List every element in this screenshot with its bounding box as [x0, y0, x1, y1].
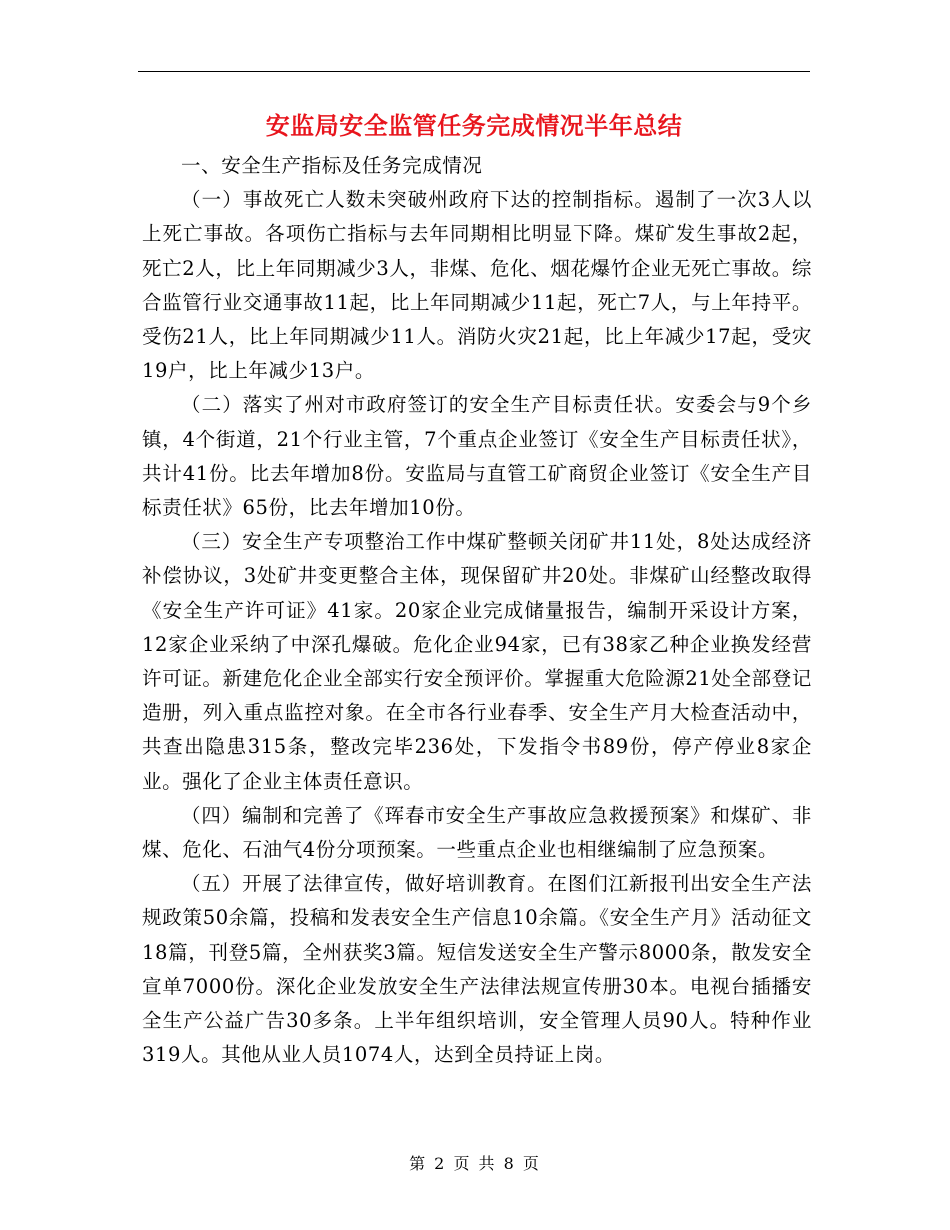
paragraph-5: （五）开展了法律宣传，做好培训教育。在图们江新报刊出安全生产法规政策50余篇，投稿和发表安全生产信息10余篇。《安全生产月》活动征文18篇，刊登5篇，全州获奖3篇。短信发送安全生产警示8000条，散发安全宣单7000份。深化企业发放安全生产法律法规宣传册30本。电视台插播安全生产公益广告30多条。上半年组织培训，安全管理人员90人。特种作业319人。其他从业人员1074人，达到全员持证上岗。	[142, 872, 812, 1067]
page-footer: 第 2 页 共 8 页	[409, 1154, 541, 1173]
paragraph-3: （三）安全生产专项整治工作中煤矿整顿关闭矿井11处，8处达成经济补偿协议，3处矿井变更整合主体，现保留矿井20处。非煤矿山经整改取得《安全生产许可证》41家。20家企业完成储量报告，编制开采设计方案，12家企业采纳了中深孔爆破。危化企业94家，已有38家乙种企业换发经营许可证。新建危化企业全部实行安全预评价。掌握重大危险源21处全部登记造册，列入重点监控对象。在全市各行业春季、安全生产月大检查活动中，共查出隐患315条，整改完毕236处，下发指令书89份，停产停业8家企业。强化了企业主体责任意识。	[142, 530, 812, 793]
paragraph-4: （四）编制和完善了《珲春市安全生产事故应急救援预案》和煤矿、非煤、危化、石油气4份分项预案。一些重点企业也相继编制了应急预案。	[142, 803, 812, 862]
document-body	[142, 149, 812, 1072]
paragraph-1: （一）事故死亡人数未突破州政府下达的控制指标。遏制了一次3人以上死亡事故。各项伤亡指标与去年同期相比明显下降。煤矿发生事故2起，死亡2人，比上年同期减少3人，非煤、危化、烟花爆竹企业无死亡事故。综合监管行业交通事故11起，比上年同期减少11起，死亡7人，与上年持平。受伤21人，比上年同期减少11人。消防火灾21起，比上年减少17起，受灾19户，比上年减少13户。	[142, 188, 812, 383]
paragraph-2: （二）落实了州对市政府签订的安全生产目标责任状。安委会与9个乡镇，4个街道，21个行业主管，7个重点企业签订《安全生产目标责任状》，共计41份。比去年增加8份。安监局与直管工矿商贸企业签订《安全生产目标责任状》65份，比去年增加10份。	[142, 393, 812, 520]
header-rule	[138, 71, 810, 72]
document-title: 安监局安全监管任务完成情况半年总结	[265, 111, 683, 140]
section-heading: 一、安全生产指标及任务完成情况	[181, 154, 483, 177]
